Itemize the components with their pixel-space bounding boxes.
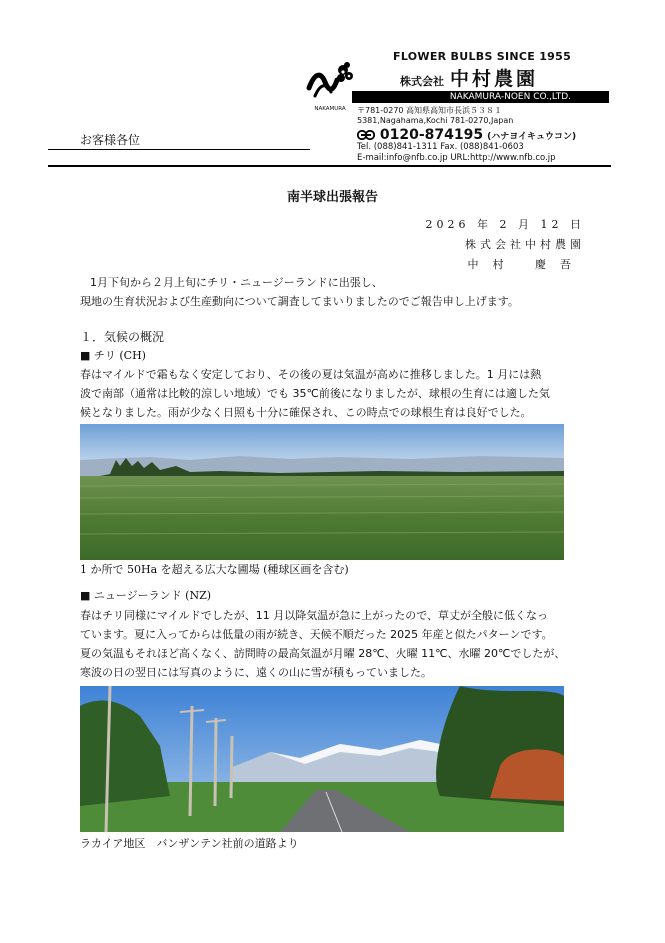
phone-number: 0120-874195 — [379, 127, 484, 143]
tel-fax: Tel. (088)841-1311 Fax. (088)841-0603 — [357, 142, 524, 152]
chile-heading: ■ チリ (CH) — [80, 349, 146, 362]
intro-line-2: 現地の生育状況および生産動向について調査してまいりましたのでご報告申し上げます。 — [80, 295, 519, 308]
company-prefix: 株式会社 — [400, 75, 444, 88]
nz-heading: ■ ニュージーランド (NZ) — [80, 589, 212, 602]
intro-line-1: 1月下旬から２月上旬にチリ・ニュージーランドに出張し、 — [90, 276, 383, 289]
email-url: E-mail:info@nfb.co.jp URL:http://www.nfb.co.jp — [357, 153, 556, 163]
sender-company: 株式会社中村農園 — [465, 238, 585, 251]
english-name: NAKAMURA-NOEN CO.,LTD. — [449, 92, 571, 102]
report-date: 2026 年 2 月 12 日 — [425, 218, 585, 231]
nz-road-photo — [80, 686, 564, 832]
chile-field-photo — [80, 424, 564, 560]
phone-reading: (ハナヨイキュウコン) — [487, 132, 577, 142]
nz-line-1: 春はチリ同様にマイルドでしたが、11 月以降気温が急に上がったので、草丈が全般に低くなっ — [80, 609, 549, 622]
logo-caption: NAKAMURA — [314, 106, 346, 112]
company-logo — [305, 58, 355, 112]
chile-line-1: 春はマイルドで霜もなく安定しており、その後の夏は気温が高めに推移しました。1 月には熱 — [80, 368, 542, 381]
free-dial — [357, 127, 576, 143]
recipient-underline — [48, 149, 310, 150]
nz-photo-caption: ラカイア地区 バンザンテン社前の道路より — [80, 837, 299, 850]
english-name-bar — [352, 91, 609, 103]
section-heading: １．気候の概況 — [80, 330, 165, 344]
recipient: お客様各位 — [80, 133, 141, 147]
free-dial-icon — [357, 130, 375, 140]
company-name — [400, 64, 538, 91]
tagline: FLOWER BULBS SINCE 1955 — [393, 50, 572, 63]
nz-line-2: ています。夏に入ってからは低量の雨が続き、天候不順だった 2025 年産と似たパターンです。 — [80, 628, 553, 641]
header-divider — [48, 165, 611, 167]
nz-line-4: 寒波の日の翌日には写真のように、遠くの山に雪が積もっていました。 — [80, 666, 432, 679]
sender-name: 中村 慶吾 — [467, 258, 585, 271]
chile-line-2: 波で南部（通常は比較的涼しい地域）でも 35℃前後になりましたが、球根の生育には適した気 — [80, 387, 550, 400]
chile-photo-caption: 1 か所で 50Ha を超える広大な圃場 (種球区画を含む) — [80, 563, 349, 576]
nz-line-3: 夏の気温もそれほど高くなく、訪問時の最高気温が月曜 28℃、火曜 11℃、水曜 20℃でしたが、 — [80, 647, 566, 660]
company-name-main: 中村農園 — [450, 68, 539, 90]
chile-line-3: 候となりました。雨が少なく日照も十分に確保され、この時点での球根生育は良好でした。 — [80, 406, 532, 419]
address-jp: 〒781-0270 高知県高知市長浜５３８１ — [357, 106, 503, 115]
report-title: 南半球出張報告 — [286, 190, 378, 205]
address-en: 5381,Nagahama,Kochi 781-0270,Japan — [357, 116, 514, 125]
